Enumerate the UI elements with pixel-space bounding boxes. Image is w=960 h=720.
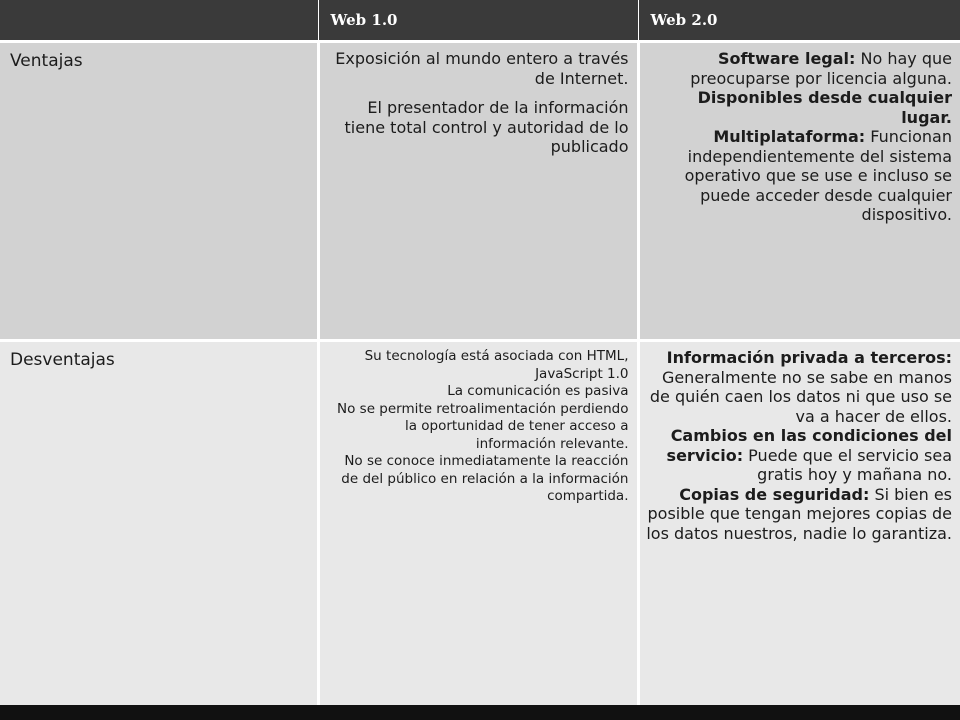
item-term: Cambios en las condiciones del servicio: <box>666 426 952 465</box>
item-text: Si bien es posible que tengan mejores copias de los datos nuestros, nadie lo garantiza. <box>646 484 952 543</box>
ventajas-web1-item: Exposición al mundo entero a través de Internet. <box>335 49 629 88</box>
item-term: Disponibles desde cualquier lugar. <box>697 88 952 127</box>
desventajas-web1-cell <box>318 341 638 712</box>
desventajas-web1-item: No se permite retroalimentación perdiendo la oportunidad de tener acceso a información relevante. <box>337 400 629 452</box>
desventajas-web2-item <box>646 485 953 544</box>
desventajas-web2-item <box>646 348 953 426</box>
table-row-desventajas <box>0 341 960 712</box>
item-term: Copias de seguridad: <box>679 484 870 504</box>
header-web-1-0: Web 1.0 <box>318 0 638 42</box>
table-row-ventajas <box>0 42 960 341</box>
item-term: Multiplataforma: <box>713 127 866 147</box>
row-label-ventajas: Ventajas <box>0 42 318 341</box>
item-text: Funcionan independientemente del sistema operativo que se use e incluso se puede acceder desde cualquier dispositivo. <box>684 127 952 225</box>
ventajas-web2-item <box>646 49 953 88</box>
ventajas-web1-item: El presentador de la información tiene total control y autoridad de lo publicado <box>344 98 629 157</box>
ventajas-web2-item <box>646 127 953 225</box>
desventajas-web1-item: Su tecnología está asociada con HTML, JavaScript 1.0 <box>364 348 629 382</box>
bottom-bar <box>0 705 960 720</box>
ventajas-web2-item <box>646 88 953 127</box>
table-header-row <box>0 0 960 42</box>
desventajas-web1-item: La comunicación es pasiva <box>447 383 629 400</box>
desventajas-web2-cell <box>638 341 960 712</box>
ventajas-web2-cell <box>638 42 960 341</box>
header-web-2-0: Web 2.0 <box>638 0 960 42</box>
header-empty-cell <box>0 0 318 42</box>
item-term: Información privada a terceros: <box>666 348 952 367</box>
item-text: Generalmente no se sabe en manos de quién caen los datos ni que uso se va a hacer de ellos. <box>649 367 952 426</box>
item-text: No hay que preocuparse por licencia alguna. <box>690 49 952 88</box>
row-label-desventajas: Desventajas <box>0 341 318 712</box>
desventajas-web1-item: No se conoce inmediatamente la reacción de del público en relación a la información compartida. <box>341 453 629 505</box>
item-text: Puede que el servicio sea gratis hoy y mañana no. <box>743 445 952 485</box>
ventajas-web1-cell <box>318 42 638 341</box>
item-term: Software legal: <box>717 49 856 68</box>
desventajas-web2-item <box>646 426 953 485</box>
